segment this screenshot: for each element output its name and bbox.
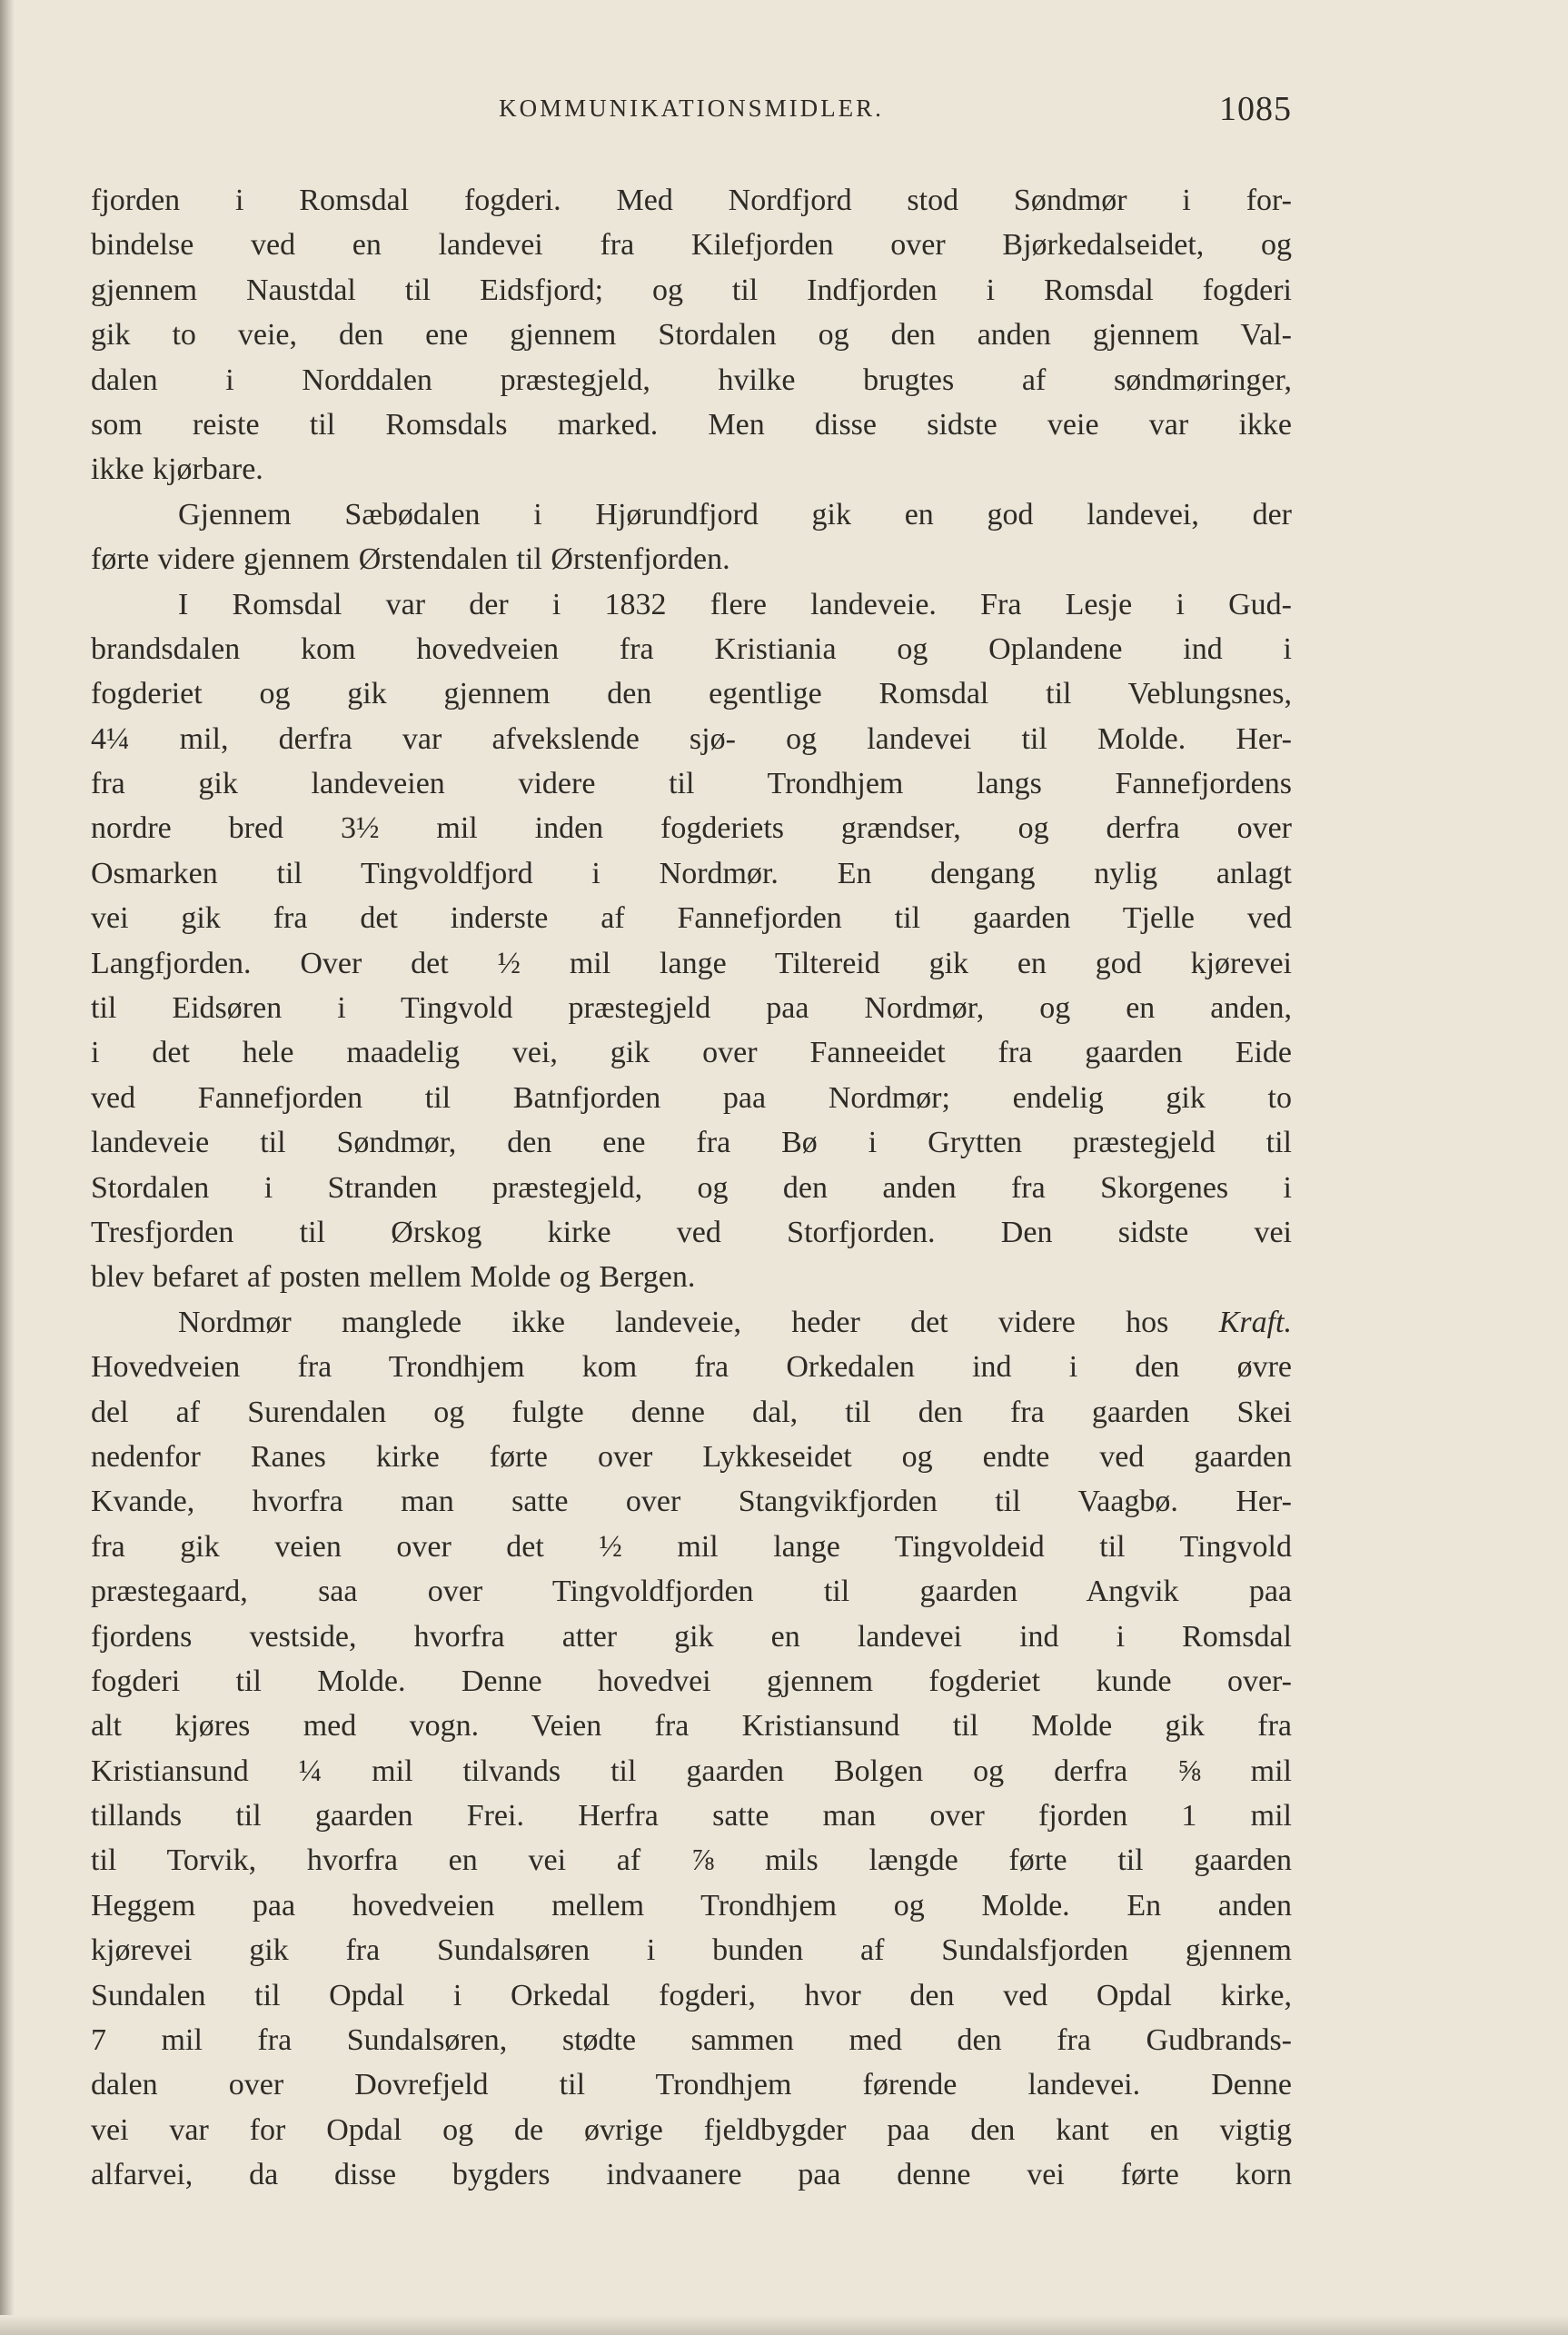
text-line-content: nedenfor Ranes kirke førte over Lykkeseidet og endte ved gaarden: [91, 1439, 1292, 1474]
text-line: [91, 1030, 1292, 1075]
page-number: 1085: [1219, 90, 1292, 128]
text-line: [91, 806, 1292, 850]
text-line: [91, 1973, 1292, 2018]
text-line: [91, 1435, 1292, 1479]
text-line-content: I Romsdal var der i 1832 flere landeveie. Fra Lesje i Gud-: [178, 587, 1292, 621]
text-line: [91, 896, 1292, 940]
text-line-content: Kristiansund ¼ mil tilvands til gaarden Bolgen og derfra ⅝ mil: [91, 1754, 1292, 1788]
text-line: [91, 986, 1292, 1030]
text-line: [91, 1210, 1292, 1255]
text-line-content: ikke kjørbare.: [91, 452, 263, 487]
text-line: [91, 313, 1292, 357]
text-line-content: Heggem paa hovedveien mellem Trondhjem og Molde. En anden: [91, 1888, 1292, 1923]
text-line-content: ved Fannefjorden til Batnfjorden paa Nordmør; endelig gik to: [91, 1080, 1292, 1115]
body-text: [91, 178, 1292, 2198]
text-line: [91, 2108, 1292, 2152]
text-line: [91, 268, 1292, 313]
text-line: [91, 1793, 1292, 1838]
page-bottom-edge: [0, 2315, 1568, 2335]
text-line-content: dalen over Dovrefjeld til Trondhjem førende landevei. Denne: [91, 2068, 1292, 2102]
text-line: [91, 1255, 1292, 1299]
text-line-content: 4¼ mil, derfra var afvekslende sjø- og landevei til Molde. Her-: [91, 721, 1292, 756]
text-line-content: tillands til gaarden Frei. Herfra satte man over fjorden 1 mil: [91, 1799, 1292, 1833]
text-line: [91, 1749, 1292, 1793]
text-line-content: Kvande, hvorfra man satte over Stangvikfjorden til Vaagbø. Her-: [91, 1485, 1292, 1519]
text-line-content: bindelse ved en landevei fra Kilefjorden over Bjørkedalseidet, og: [91, 228, 1292, 263]
text-line-content: Gjennem Sæbødalen i Hjørundfjord gik en god landevei, der: [178, 497, 1292, 532]
running-head: KOMMUNIKATIONSMIDLER.: [499, 94, 884, 122]
text-line-content: førte videre gjennem Ørstendalen til Ørstenfjorden.: [91, 542, 730, 577]
text-line: [91, 1838, 1292, 1883]
text-line: [91, 627, 1292, 671]
text-line-content: del af Surendalen og fulgte denne dal, til den fra gaarden Skei: [91, 1395, 1292, 1429]
text-line: [91, 2018, 1292, 2062]
text-line: [91, 537, 1292, 581]
text-line-content: dalen i Norddalen præstegjeld, hvilke brugtes af søndmøringer,: [91, 363, 1292, 397]
text-line-content: i det hele maadelig vei, gik over Fanneeidet fra gaarden Eide: [91, 1036, 1292, 1070]
text-line-content: fogderiet og gik gjennem den egentlige Romsdal til Veblungsnes,: [91, 677, 1292, 711]
text-line-content: alfarvei, da disse bygders indvaanere paa denne vei førte korn: [91, 2158, 1292, 2192]
text-line: [91, 1704, 1292, 1748]
text-line-content: alt kjøres med vogn. Veien fra Kristiansund til Molde gik fra: [91, 1709, 1292, 1744]
text-line-content: brandsdalen kom hovedveien fra Kristiania og Oplandene ind i: [91, 631, 1292, 666]
page-binding-edge: [0, 0, 15, 2335]
text-line: [91, 447, 1292, 492]
text-line-content: Nordmør manglede ikke landeveie, heder det videre hos: [178, 1305, 1169, 1339]
text-line: [91, 1345, 1292, 1389]
text-line-content: nordre bred 3½ mil inden fogderiets grændser, og derfra over: [91, 811, 1292, 846]
text-line-content: fra gik veien over det ½ mil lange Tingvoldeid til Tingvold: [91, 1529, 1292, 1564]
text-line: [91, 1120, 1292, 1165]
text-line-content: Tresfjorden til Ørskog kirke ved Storfjorden. Den sidste vei: [91, 1215, 1292, 1249]
text-line-content: fjordens vestside, hvorfra atter gik en landevei ind i Romsdal: [91, 1619, 1292, 1654]
text-line: [91, 1166, 1292, 1210]
text-line: [91, 178, 1292, 223]
text-line-content: 7 mil fra Sundalsøren, stødte sammen med den fra Gudbrands-: [91, 2023, 1292, 2058]
text-line: [91, 1928, 1292, 1972]
page-header: [91, 89, 1292, 134]
text-line-content: Sundalen til Opdal i Orkedal fogderi, hvor den ved Opdal kirke,: [91, 1978, 1292, 2012]
text-line-content: landeveie til Søndmør, den ene fra Bø i Grytten præstegjeld til: [91, 1126, 1292, 1160]
text-line: [91, 2062, 1292, 2107]
text-line-content: fjorden i Romsdal fogderi. Med Nordfjord stod Søndmør i for-: [91, 184, 1292, 217]
text-line: [91, 492, 1292, 537]
text-line-content: til Eidsøren i Tingvold præstegjeld paa Nordmør, og en anden,: [91, 991, 1292, 1026]
text-line-content: gjennem Naustdal til Eidsfjord; og til Indfjorden i Romsdal fogderi: [91, 273, 1292, 307]
text-line-content: Langfjorden. Over det ½ mil lange Tiltereid gik en god kjørevei: [91, 946, 1292, 980]
text-line-content: fogderi til Molde. Denne hovedvei gjennem fogderiet kunde over-: [91, 1664, 1292, 1698]
text-line: [91, 1569, 1292, 1614]
text-line: [91, 1300, 1292, 1345]
text-line: [91, 402, 1292, 447]
italic-author-name: Kraft.: [1218, 1305, 1292, 1339]
text-line: [91, 941, 1292, 986]
text-line-content: præstegaard, saa over Tingvoldfjorden til gaarden Angvik paa: [91, 1575, 1292, 1609]
text-line: [91, 2152, 1292, 2197]
text-line-content: vei gik fra det inderste af Fannefjorden til gaarden Tjelle ved: [91, 901, 1292, 936]
text-line: [91, 761, 1292, 806]
text-line: [91, 1659, 1292, 1704]
text-line: [91, 1390, 1292, 1435]
text-line: [91, 717, 1292, 761]
text-line-content: til Torvik, hvorfra en vei af ⅞ mils længde førte til gaarden: [91, 1843, 1292, 1878]
text-line-content: Hovedveien fra Trondhjem kom fra Orkedalen ind i den øvre: [91, 1350, 1292, 1385]
text-line-content: kjørevei gik fra Sundalsøren i bunden af Sundalsfjorden gjennem: [91, 1933, 1292, 1968]
text-line: [91, 223, 1292, 267]
text-line-content: blev befaret af posten mellem Molde og Bergen.: [91, 1260, 696, 1295]
text-line-content: vei var for Opdal og de øvrige fjeldbygder paa den kant en vigtig: [91, 2112, 1292, 2147]
text-line-content: Osmarken til Tingvoldfjord i Nordmør. En dengang nylig anlagt: [91, 856, 1292, 890]
text-line: [91, 358, 1292, 402]
text-line-content: Stordalen i Stranden præstegjeld, og den anden fra Skorgenes i: [91, 1170, 1292, 1205]
text-line-content: fra gik landeveien videre til Trondhjem langs Fannefjordens: [91, 767, 1292, 801]
text-line: [91, 851, 1292, 896]
text-line: [91, 582, 1292, 627]
text-line: [91, 671, 1292, 716]
text-line: [91, 1076, 1292, 1120]
text-line: [91, 1883, 1292, 1928]
text-line-content: som reiste til Romsdals marked. Men disse sidste veie var ikke: [91, 407, 1292, 442]
text-line-content: gik to veie, den ene gjennem Stordalen og den anden gjennem Val-: [91, 318, 1292, 353]
text-line: [91, 1525, 1292, 1569]
text-line: [91, 1615, 1292, 1659]
text-line: [91, 1479, 1292, 1524]
